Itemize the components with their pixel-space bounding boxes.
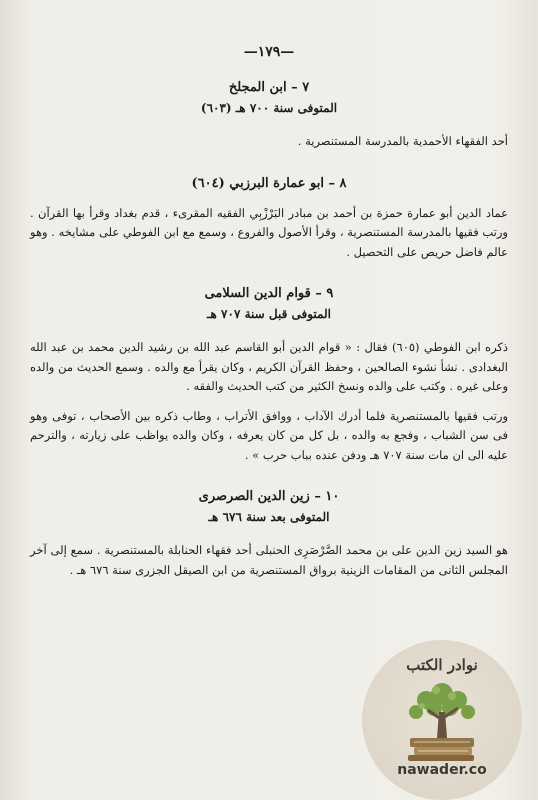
entry-10 — [30, 487, 508, 580]
entry-subtitle: المتوفى سنة ٧٠٠ هـ (٦٠٣) — [200, 101, 338, 115]
entry-title: ٩ – قوام الدين السلامى — [204, 286, 334, 301]
entry-paragraph: ذكره ابن الفوطي (٦٠٥) فقال : « قوام الدين أبو القاسم عبد الله بن رشيد الدين محمد بن عبد الله البغدادى . نشأ نشوء الصالحين ، وحفظ القرآن الكريم ، وكان يقرأ مع والده . وسمع الحديث من والده وعلى غيره . وكتب على والده ونسخ الكثير من كتب الحديث والفقه . — [30, 340, 509, 393]
watermark-site: nawader.co — [397, 762, 487, 778]
entry-paragraph: هو السيد زين الدين على بن محمد الصَّرْصَرِى الحنبلى أحد فقهاء الحنابلة بالمستنصرية . سمع إلى آخر المجلس الثانى من المقامات الزينية برواق المستنصرية من ابن الصيقل الجزرى سنة ٦٧٦ هـ . — [30, 543, 508, 577]
entry-paragraph: أحد الفقهاء الأحمدية بالمدرسة المستنصرية . — [297, 134, 508, 148]
entry-8 — [30, 174, 508, 263]
entry-7 — [30, 78, 508, 152]
entry-paragraph: عماد الدين أبو عمارة حمزة بن أحمد بن مبادر البَرْزْبِي الفقيه المقرىء ، قدم بغداد وقرأ بها القرآن . ورتب فقيها بالمدرسة المستنصرية ، وقرأ الأصول والفروع ، وسمع مع ابن الفوطي على مشايخه . وهو عالم فاضل حريص على التحصيل . — [30, 205, 508, 259]
watermark-title: نوادر الكتب — [406, 656, 478, 674]
entry-9 — [30, 284, 508, 465]
entry-subtitle: المتوفى بعد سنة ٦٧٦ هـ — [208, 510, 330, 524]
entry-title: ١٠ – زين الدين الصرصرى — [198, 489, 340, 504]
watermark-logo — [362, 640, 522, 800]
entry-title: ٨ – ابو عمارة البرزبي (٦٠٤) — [191, 175, 347, 191]
tree-on-books-icon — [392, 676, 492, 762]
entry-title: ٧ – ابن المجلخ — [228, 80, 310, 95]
page-number: —١٧٩— — [243, 44, 295, 60]
page-body — [30, 78, 508, 580]
entry-paragraph: ورتب فقيها بالمستنصرية فلما أدرك الآداب ، ووافق الأتراب ، وطاب ذكره بين الأصحاب ، توفى وهو فى سن الشباب ، وفجع به والده ، بل كل من كان يعرفه ، وكان والده يواظب على زيارته ، والترحم عليه الى ان مات سنة ٧٠٧ هـ ودفن عنده بباب حرب » . — [30, 408, 508, 462]
entry-subtitle: المتوفى قبل سنة ٧٠٧ هـ — [207, 307, 331, 321]
